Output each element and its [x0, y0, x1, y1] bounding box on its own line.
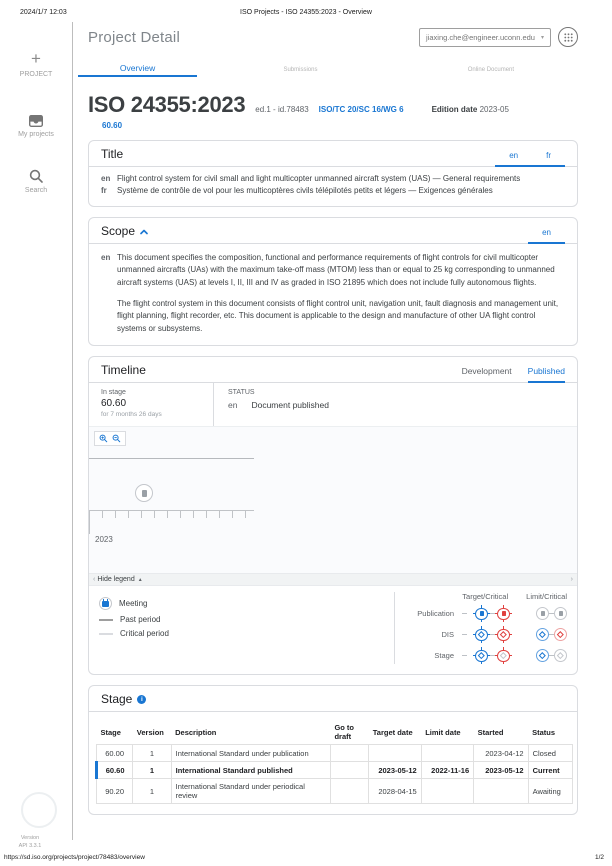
tab-overview[interactable]: Overview: [78, 62, 197, 77]
title-text-fr: Système de contrôle de vol pour les multicoptères civils télépilotés petits et légers — Exigences générales: [117, 186, 493, 196]
cell-version: 1: [133, 779, 171, 804]
timeline-legend: [89, 586, 577, 674]
cell-started: 2023-05-12: [474, 762, 528, 779]
account-selector[interactable]: [419, 28, 551, 47]
col-header-limit-date: Limit date: [425, 727, 461, 737]
api-version-label: Version: [20, 835, 40, 841]
cell-go-to-draft: [330, 745, 368, 762]
chart-zoom-controls: [94, 431, 126, 446]
cell-version: 1: [133, 745, 171, 762]
col-header-version: Version: [136, 727, 164, 737]
cell-started: [474, 779, 528, 804]
sidebar-item-label: My projects: [18, 131, 54, 138]
col-header-stage: Stage: [100, 727, 121, 737]
publication-limit-icon: [536, 607, 549, 620]
cell-stage: 60.00: [97, 745, 133, 762]
cell-started: 2023-04-12: [474, 745, 528, 762]
publication-event-marker[interactable]: [135, 484, 153, 502]
scope-lang-tab-en[interactable]: en: [528, 228, 565, 244]
timeline-tab-published[interactable]: Published: [528, 366, 565, 383]
cell-limit-date: 2022-11-16: [421, 762, 473, 779]
sidebar-item-label: PROJECT: [19, 71, 53, 78]
loading-spinner: [21, 792, 57, 828]
cell-stage: 60.60: [97, 762, 133, 779]
stage-table-header-row: [97, 720, 573, 745]
col-header-description: Description: [175, 727, 217, 737]
cell-description: International Standard under periodical review: [171, 779, 330, 804]
print-document-title: ISO Projects - ISO 24355:2023 - Overview: [240, 9, 372, 16]
cell-status: Current: [528, 762, 572, 779]
in-stage-duration: for 7 months 26 days: [101, 411, 162, 419]
print-page-number: 1/2: [594, 854, 604, 861]
sidebar-item-my-projects[interactable]: [0, 112, 72, 138]
stage-critical-icon: [495, 647, 512, 664]
cell-go-to-draft: [330, 779, 368, 804]
api-version-value: API 3.3.1: [18, 843, 42, 850]
title-text-en: Flight control system for civil small and light multicopter unmanned aircraft system (UAS) — General requirements: [117, 174, 521, 183]
cell-target-date: 2028-04-15: [369, 779, 421, 804]
zoom-out-icon[interactable]: [112, 434, 121, 443]
stage-limit-critical-icon: [554, 649, 567, 662]
cell-stage: 90.20: [97, 779, 133, 804]
api-version: [0, 834, 60, 851]
critical-period-swatch: [99, 633, 113, 635]
chevron-down-icon: ▾: [540, 34, 544, 41]
hide-legend-button[interactable]: Hide legend: [97, 576, 135, 584]
stage-limit-icon: [536, 649, 549, 662]
timeline-period-line: [89, 458, 254, 459]
cell-target-date: [369, 745, 421, 762]
scope-card: [88, 217, 578, 346]
publication-target-icon: [473, 605, 490, 622]
sidebar-item-search[interactable]: [0, 168, 72, 194]
sidebar-item-new-project[interactable]: [0, 49, 72, 78]
scope-entry: [101, 252, 565, 335]
inbox-tray-icon: [0, 112, 72, 130]
stage-target-icon: [473, 647, 490, 664]
cell-version: 1: [133, 762, 171, 779]
cell-status: Awaiting: [528, 779, 572, 804]
scope-card-heading: Scope: [101, 223, 136, 238]
col-header-started: Started: [477, 727, 504, 737]
meeting-icon: [99, 597, 112, 610]
in-stage-label: In stage: [101, 389, 126, 397]
document-icon: [142, 490, 147, 497]
cell-limit-date: [421, 745, 473, 762]
status-panel: [214, 383, 343, 426]
legend-label: Critical period: [120, 629, 169, 639]
plus-icon: +: [31, 49, 41, 68]
cell-go-to-draft: [330, 762, 368, 779]
cell-status: Closed: [528, 745, 572, 762]
in-stage-panel: [89, 383, 214, 426]
legend-col-target-critical: Target/Critical: [462, 592, 509, 602]
legend-item-critical-period: [99, 629, 394, 638]
committee-link[interactable]: ISO/TC 20/SC 16/WG 6: [318, 105, 404, 114]
legend-row-stage: [405, 647, 567, 664]
stage-table: [95, 720, 573, 804]
timeline-card-heading: Timeline: [101, 363, 146, 378]
legend-col-limit-critical: Limit/Critical: [526, 592, 567, 602]
title-card-heading: Title: [101, 147, 124, 161]
lang-key: en: [101, 252, 111, 262]
legend-row-dis: [405, 626, 567, 643]
stage-card-heading: Stage: [101, 692, 133, 707]
legend-row-label: DIS: [441, 630, 454, 640]
search-icon: [0, 168, 72, 186]
col-header-target-date: Target date: [372, 727, 413, 737]
sidebar: [0, 22, 73, 850]
title-entry-fr: [101, 185, 565, 197]
past-period-swatch: [99, 619, 113, 621]
zoom-in-icon[interactable]: [99, 434, 108, 443]
dis-limit-icon: [536, 628, 549, 641]
edition-date-value: 2023-05: [479, 105, 509, 114]
lang-key: en: [101, 174, 111, 183]
legend-item-past-period: [99, 615, 394, 624]
title-entry-en: [101, 173, 565, 185]
legend-label: Past period: [120, 615, 161, 625]
stage-card: [88, 685, 578, 815]
account-email: jiaxing.che@engineer.uconn.edu: [426, 32, 535, 42]
timeline-tab-development[interactable]: Development: [461, 366, 512, 377]
table-row[interactable]: [97, 745, 573, 762]
page-title: Project Detail: [88, 28, 181, 46]
apps-grid-icon: [563, 32, 574, 43]
main-content: [73, 22, 578, 815]
print-datetime: 2024/1/7 12:03: [20, 9, 67, 16]
edition-date-label: Edition date: [431, 105, 478, 114]
dis-limit-critical-icon: [554, 628, 567, 641]
cell-limit-date: [421, 779, 473, 804]
apps-grid-button[interactable]: [558, 27, 578, 47]
axis-year-label: 2023: [95, 535, 113, 545]
cell-target-date: 2023-05-12: [369, 762, 421, 779]
dis-critical-icon: [495, 626, 512, 643]
project-stage-code-link[interactable]: 60.60: [102, 121, 123, 130]
print-url: https://sd.iso.org/projects/project/78483/overview: [4, 854, 145, 861]
scope-paragraph-2: The flight control system in this document consists of flight control unit, navigation unit, fault diagnosis and management unit, flight planning, flight recorder, etc. This document is applicable to the design and manufacture of other UA flight control systems or subsystems.: [117, 298, 559, 333]
title-card: [88, 140, 578, 207]
chevron-right-icon[interactable]: ›: [570, 576, 573, 584]
cell-description: International Standard published: [171, 762, 330, 779]
timeline-chart[interactable]: [89, 427, 577, 573]
legend-row-publication: [405, 605, 567, 622]
col-header-status: Status: [532, 727, 555, 737]
publication-critical-icon: [495, 605, 512, 622]
info-icon[interactable]: i: [137, 695, 146, 704]
col-header-go-to-draft: Go to draft: [334, 723, 355, 742]
in-stage-value: 60.60: [101, 398, 127, 410]
status-label: STATUS: [228, 389, 255, 397]
cell-description: International Standard under publication: [171, 745, 330, 762]
project-heading: [88, 92, 578, 130]
table-row[interactable]: [97, 779, 573, 804]
scope-paragraph-1: This document specifies the composition, functional and performance requirements of flight controls for civil multicopter unmanned aircrafts (UAs) with the maximum take-off mass (MTOM) less than or equal to 25 kg corresponding to unmanned aircraft systems (UAS) at levels I, II, III and IV as graded in ISO 21895 which does not include fully autonomous flights.: [117, 252, 555, 287]
legend-item-meeting: [99, 597, 394, 610]
status-text: Document published: [251, 400, 329, 411]
title-lang-tab-en[interactable]: en: [495, 151, 532, 167]
legend-row-label: Publication: [417, 609, 454, 619]
tab-online-document[interactable]: Online Document: [467, 66, 515, 73]
table-row-current[interactable]: [97, 762, 573, 779]
timeline-axis-ticks: [89, 511, 254, 519]
tab-submissions[interactable]: Submissions: [283, 66, 318, 73]
lang-key: fr: [101, 186, 107, 196]
legend-label: Meeting: [119, 599, 148, 609]
timeline-card: [88, 356, 578, 675]
project-edition-id: ed.1 - id.78483: [255, 105, 309, 114]
publication-limit-critical-icon: [554, 607, 567, 620]
legend-row-label: Stage: [434, 651, 454, 661]
legend-toggle-bar: [89, 573, 577, 586]
triangle-up-icon: ▲: [137, 576, 143, 583]
status-lang: en: [228, 400, 238, 411]
chevron-left-icon[interactable]: ‹: [93, 576, 96, 584]
sidebar-item-label: Search: [24, 187, 48, 194]
title-lang-tab-fr[interactable]: fr: [532, 151, 565, 167]
dis-target-icon: [473, 626, 490, 643]
project-code: ISO 24355:2023: [88, 92, 246, 117]
chevron-up-icon[interactable]: [140, 228, 148, 236]
project-tabs: [78, 62, 578, 77]
